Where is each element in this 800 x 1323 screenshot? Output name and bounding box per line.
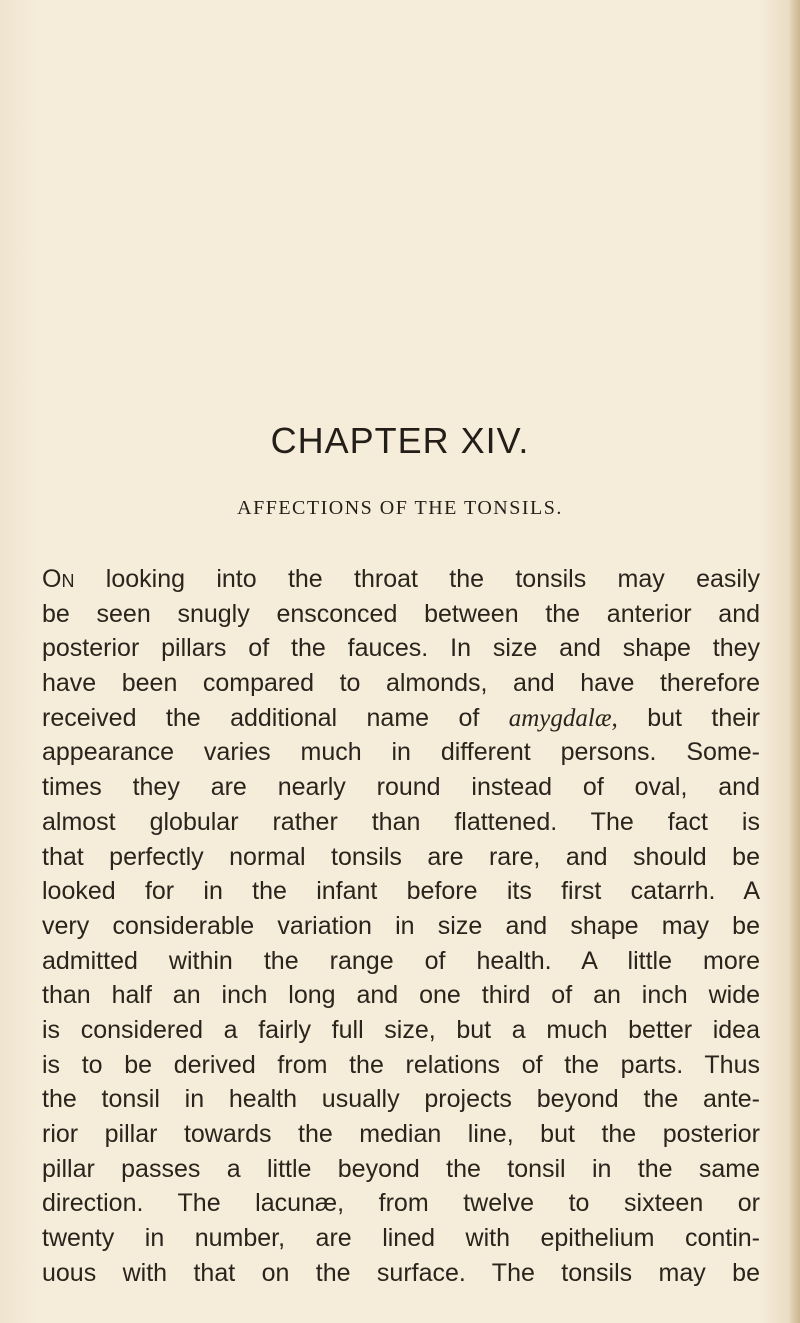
text-line: almost globular rather than flattened. The fact is xyxy=(42,807,760,836)
text-line-5-before: received the additional name of xyxy=(42,703,480,732)
text-line: that perfectly normal tonsils are rare, and should be xyxy=(42,842,760,871)
text-line: admitted within the range of health. A little more xyxy=(42,946,760,975)
text-line: is to be derived from the relations of the parts. Thus xyxy=(42,1050,760,1079)
text-line: than half an inch long and one third of an inch wide xyxy=(42,981,760,1010)
text-line: be seen snugly ensconced between the anterior and xyxy=(42,599,760,628)
text-line: posterior pillars of the fauces. In size and shape they xyxy=(42,634,760,663)
chapter-heading: CHAPTER XIV. xyxy=(270,420,530,461)
page-edge-shadow xyxy=(788,0,800,1323)
text-line: appearance varies much in different persons. Some- xyxy=(42,738,760,767)
text-line: twenty in number, are lined with epithelium contin- xyxy=(42,1224,760,1253)
text-line-1 xyxy=(42,562,760,597)
text-line: rior pillar towards the median line, but the posterior xyxy=(42,1120,760,1148)
text-line-1-rest: looking into the throat the tonsils may easily xyxy=(105,565,760,593)
text-line: looked for in the infant before its first catarrh. A xyxy=(42,877,760,906)
text-line: times they are nearly round instead of oval, and xyxy=(42,773,760,802)
text-line: direction. The lacunæ, from twelve to sixteen or xyxy=(42,1189,760,1218)
body-paragraph xyxy=(42,562,760,1290)
drop-word: On xyxy=(42,565,75,593)
chapter-title: AFFECTIONS OF THE TONSILS. xyxy=(237,497,563,519)
text-line: is considered a fairly full size, but a much better idea xyxy=(42,1015,760,1044)
text-line: uous with that on the surface. The tonsils may be xyxy=(42,1258,760,1287)
text-line: very considerable variation in size and shape may be xyxy=(42,911,760,940)
text-line-5 xyxy=(42,701,760,736)
text-line: pillar passes a little beyond the tonsil in the same xyxy=(42,1154,760,1183)
text-line-5-after: but their xyxy=(647,703,761,732)
text-line: the tonsil in health usually projects beyond the ante- xyxy=(42,1085,760,1114)
text-line: have been compared to almonds, and have therefore xyxy=(42,669,760,698)
italic-term: amygdalæ, xyxy=(508,704,618,732)
